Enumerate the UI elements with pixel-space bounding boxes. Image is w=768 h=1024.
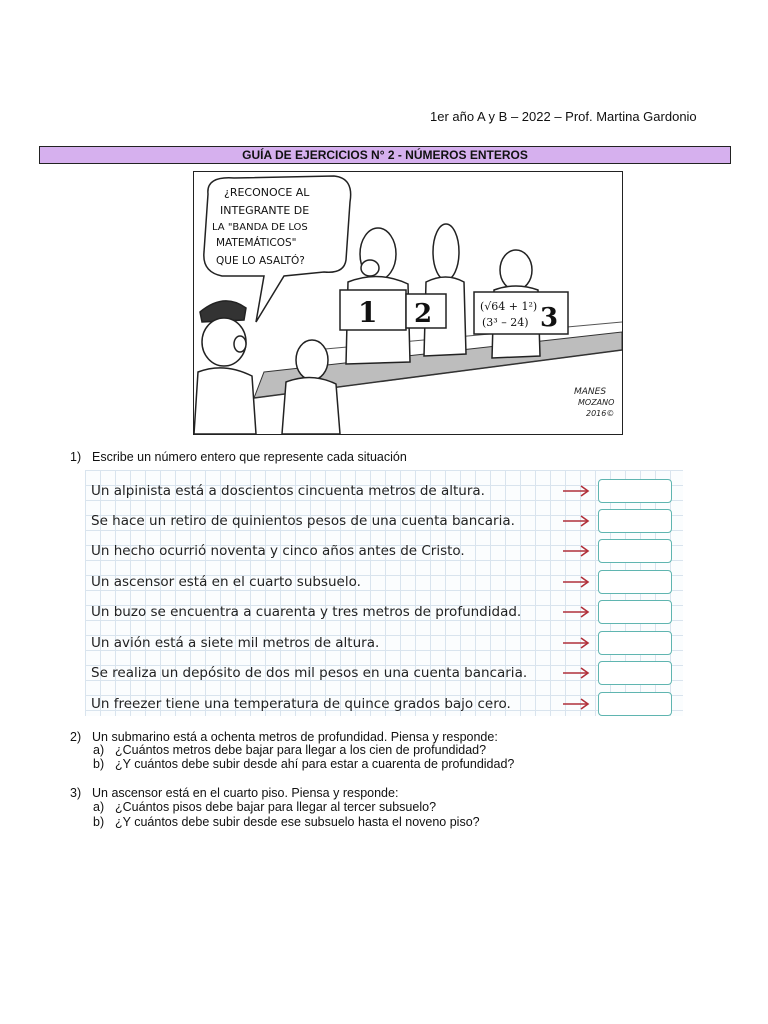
answer-box-5[interactable] — [598, 600, 672, 624]
question-1-number: 1) — [70, 450, 82, 464]
bubble-line-2: INTEGRANTE DE — [220, 204, 310, 217]
answer-box-4[interactable] — [598, 570, 672, 594]
signature-line-1: MANES — [574, 387, 607, 397]
signature-line-3: 2016© — [586, 409, 615, 418]
course-info: 1er año A y B – 2022 – Prof. Martina Gardonio — [430, 109, 697, 124]
question-2-text: Un submarino está a ochenta metros de profundidad. Piensa y responde: — [92, 730, 498, 744]
question-3-a-text: ¿Cuántos pisos debe bajar para llegar al tercer subsuelo? — [115, 800, 437, 814]
question-3-b-text: ¿Y cuántos debe subir desde ese subsuelo hasta el noveno piso? — [115, 815, 480, 829]
situation-8: Un freezer tiene una temperatura de quince grados bajo cero. — [91, 696, 511, 712]
question-3-b — [93, 815, 480, 829]
question-1-text: Escribe un número entero que represente cada situación — [92, 450, 407, 464]
question-3-b-letter: b) — [93, 815, 105, 829]
arrow-right-icon — [562, 576, 590, 588]
sign-3-number: 3 — [540, 303, 559, 333]
situation-2: Se hace un retiro de quinientos pesos de una cuenta bancaria. — [91, 513, 515, 529]
bubble-line-3: LA "BANDA DE LOS — [212, 222, 308, 233]
question-2-a-letter: a) — [93, 743, 105, 757]
situation-3: Un hecho ocurrió noventa y cinco años antes de Cristo. — [91, 543, 465, 559]
sign-1-number: 1 — [358, 296, 378, 329]
situation-1: Un alpinista está a doscientos cincuenta metros de altura. — [91, 483, 485, 499]
bubble-line-1: ¿RECONOCE AL — [224, 186, 310, 199]
question-3-a-letter: a) — [93, 800, 105, 814]
arrow-right-icon — [562, 545, 590, 557]
question-2-a-text: ¿Cuántos metros debe bajar para llegar a los cien de profundidad? — [115, 743, 487, 757]
question-2-number: 2) — [70, 730, 82, 744]
question-2-b — [93, 757, 514, 771]
answer-box-2[interactable] — [598, 509, 672, 533]
cartoon-drawing — [194, 172, 622, 434]
question-2-b-text: ¿Y cuántos debe subir desde ahí para estar a cuarenta de profundidad? — [115, 757, 515, 771]
answer-box-8[interactable] — [598, 692, 672, 716]
situation-7: Se realiza un depósito de dos mil pesos en una cuenta bancaria. — [91, 665, 528, 681]
sign-2-number: 2 — [414, 299, 433, 329]
answer-box-1[interactable] — [598, 479, 672, 503]
cartoon-illustration — [193, 171, 623, 435]
situation-4: Un ascensor está en el cuarto subsuelo. — [91, 574, 361, 590]
arrow-right-icon — [562, 667, 590, 679]
bubble-line-5: QUE LO ASALTÓ? — [216, 255, 305, 267]
sign-3-expression-top: (√64 + 1²) — [480, 300, 538, 313]
arrow-right-icon — [562, 485, 590, 497]
arrow-right-icon — [562, 698, 590, 710]
answer-box-7[interactable] — [598, 661, 672, 685]
arrow-right-icon — [562, 515, 590, 527]
question-3-number: 3) — [70, 786, 82, 800]
question-3-text: Un ascensor está en el cuarto piso. Piensa y responde: — [92, 786, 399, 800]
question-2 — [70, 730, 498, 744]
situation-6: Un avión está a siete mil metros de altura. — [91, 635, 380, 651]
arrow-right-icon — [562, 637, 590, 649]
question-2-b-letter: b) — [93, 757, 105, 771]
signature-line-2: MOZANO — [578, 398, 615, 407]
question-2-a — [93, 743, 486, 757]
answer-box-3[interactable] — [598, 539, 672, 563]
sign-3-expression-bottom: (3³ – 24) — [482, 316, 529, 329]
worksheet-title: GUÍA DE EJERCICIOS N° 2 - NÚMEROS ENTEROS — [39, 146, 731, 164]
answer-box-6[interactable] — [598, 631, 672, 655]
question-3-a — [93, 800, 436, 814]
situation-5: Un buzo se encuentra a cuarenta y tres metros de profundidad. — [91, 604, 522, 620]
bubble-line-4: MATEMÁTICOS" — [216, 237, 297, 249]
question-1 — [70, 450, 407, 464]
question-3 — [70, 786, 398, 800]
arrow-right-icon — [562, 606, 590, 618]
